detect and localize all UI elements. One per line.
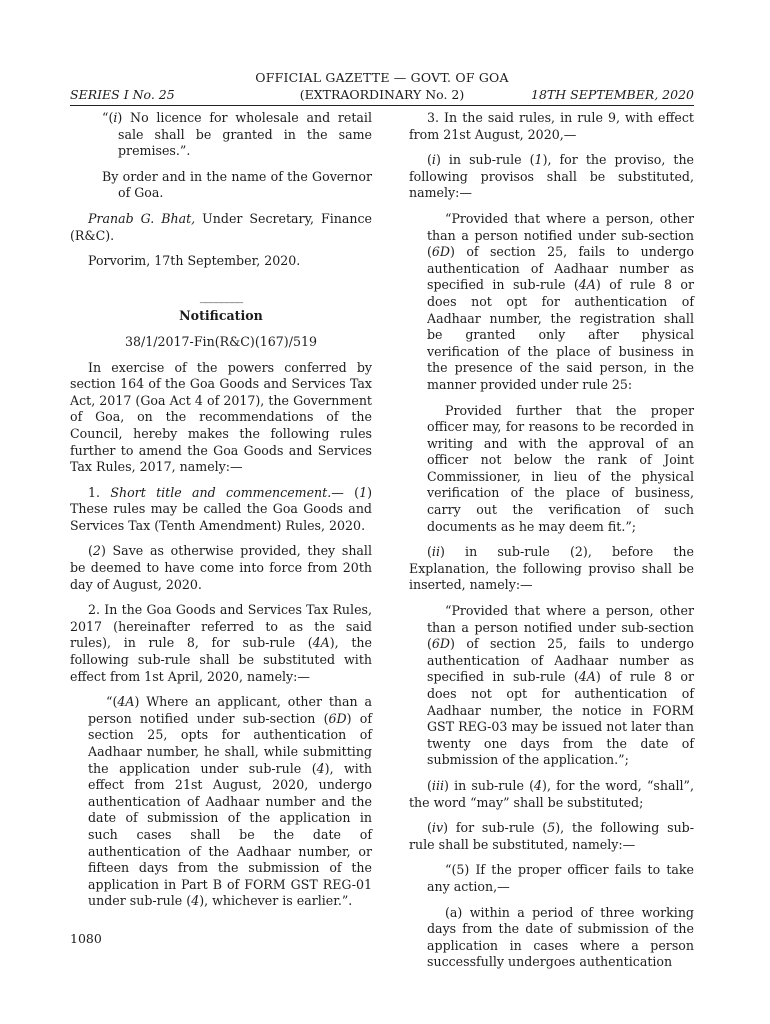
proviso-1: “Provided that where a person, other than a person notified under sub-section (6D) of section 25, fails to undergo authentication of Aadhaar number as specified in sub-rule (4A) of rule 8 or does not opt for authentication of Aadhaar number, the registration shall be granted only after physical verification of the place of business in the presence of the said person, in the manner provided under rule 25:: [427, 210, 694, 392]
rule-1-paragraph: 1. Short title and commencement.— (1) These rules may be called the Goa Goods and Services Tax (Tenth Amendment) Rules, 2020.: [70, 484, 372, 533]
left-column: [70, 110, 372, 919]
sub-rule-5: “(5) If the proper officer fails to take any action,—: [427, 862, 694, 894]
notification-ref-no: 38/1/2017-Fin(R&C)(167)/519: [124, 333, 317, 349]
gazette-title: OFFICIAL GAZETTE — GOVT. OF GOA: [255, 70, 509, 85]
right-column: [409, 110, 694, 980]
notification-heading: Notification: [179, 308, 263, 324]
sub-rule-iv: (iv) for sub-rule (5), the following sub-rule shall be substituted, namely:—: [409, 820, 694, 852]
signatory-name: Pranab G. Bhat,: [88, 210, 196, 226]
rule-2-paragraph: 2. In the Goa Goods and Services Tax Rules, 2017 (hereinafter referred to as the said rules), in rule 8, for sub-rule (4A), the following sub-rule shall be substituted with effect from 1st April, 2020, namely:—: [70, 602, 372, 684]
sub-rule-i: (i) in sub-rule (1), for the proviso, the following provisos shall be substituted, namely:—: [409, 152, 695, 201]
signatory: Pranab G. Bhat, Under Secretary, Finance (R&C).: [70, 210, 372, 243]
quote-i: “(i) No licence for wholesale and retail sale shall be granted in the same premises.”.: [102, 110, 372, 159]
clause-a: (a) within a period of three working days from the date of submission of the application in cases where a person successfully undergoes authentication: [427, 904, 694, 970]
proviso-2: Provided further that the proper officer may, for reasons to be recorded in writing and with the approval of an officer not below the rank of Joint Commissioner, in lieu of the physical verification of the place of business, carry out the verification of such documents as he may deem fit.”;: [427, 402, 694, 534]
by-order-text: By order and in the name of the Governor of Goa.: [102, 168, 372, 201]
proviso-3: “Provided that where a person, other than a person notified under sub-section (6D) of section 25, fails to undergo authentication of Aadhaar number as specified in sub-rule (4A) of rule 8 or does not opt for authentication of Aadhaar number, the notice in FORM GST REG-03 may be issued not later than twenty one days from the date of submission of the application.”;: [427, 603, 694, 768]
rule-3-paragraph: 3. In the said rules, in rule 9, with effect from 21st August, 2020,—: [409, 110, 694, 142]
series-label: SERIES I No. 25: [70, 87, 175, 102]
gazette-header: [70, 70, 694, 106]
header-rule: [70, 105, 694, 106]
preamble-paragraph: In exercise of the powers conferred by section 164 of the Goa Goods and Services Tax Act, 2017 (Goa Act 4 of 2017), the Government of Goa, on the recommendations of the Council, hereby makes the following rules further to amend the Goa Goods and Services Tax Rules, 2017, namely:—: [70, 359, 372, 475]
sub-rule-iii: (iii) in sub-rule (4), for the word, “shall”, the word “may” shall be substituted;: [409, 777, 694, 810]
sub-rule-ii: (ii) in sub-rule (2), before the Explanation, the following proviso shall be inserted, namely:—: [409, 544, 694, 593]
issue-date: 18TH SEPTEMBER, 2020: [531, 87, 694, 102]
rule-1-2-paragraph: (2) Save as otherwise provided, they shall be deemed to have come into force from 20th day of August, 2020.: [70, 543, 372, 592]
section-separator: ________: [199, 287, 243, 303]
edition-label: (EXTRAORDINARY No. 2): [299, 87, 465, 102]
place-date: Porvorim, 17th September, 2020.: [88, 253, 301, 269]
page-number: 1080: [70, 931, 102, 946]
quote-4a: “(4A) Where an applicant, other than a person notified under sub-section (6D) of section 25, opts for authentication of Aadhaar number, he shall, while submitting the application under sub-rule (4), with effect from 21st August, 2020, undergo authentication of Aadhaar number and the date of submission of the application in such cases shall be the date of authentication of the Aadhaar number, or fifteen days from the submission of the application in Part B of FORM GST REG-01 under sub-rule (4), whichever is earlier.”.: [88, 694, 373, 909]
